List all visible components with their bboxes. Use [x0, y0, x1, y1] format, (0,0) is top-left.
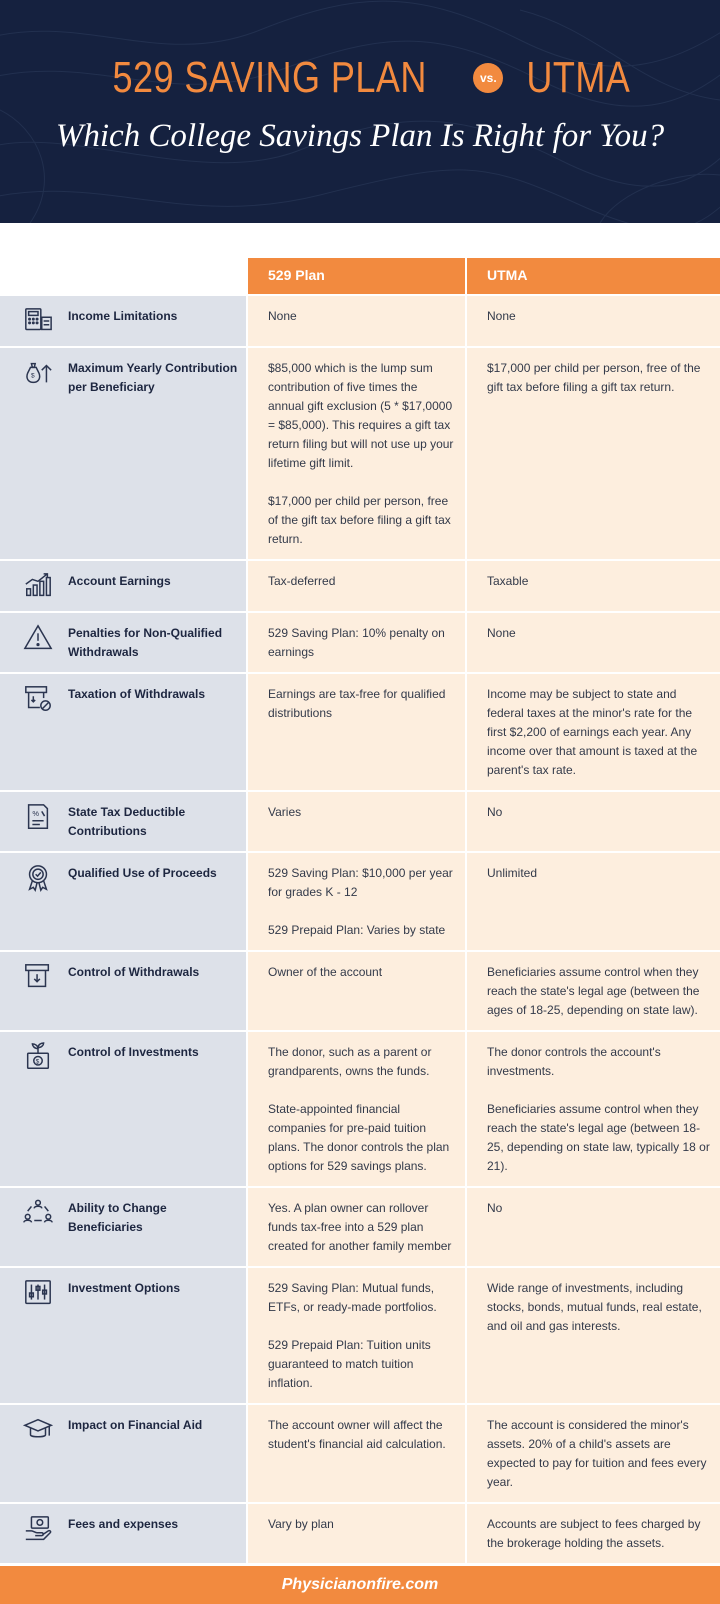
- cell-text: Owner of the account: [268, 965, 383, 979]
- cell-529: [248, 1032, 465, 1186]
- cell-text: 529 Saving Plan: 10% penalty on earnings: [268, 626, 445, 659]
- cell-529: [248, 1504, 465, 1563]
- cell-utma: [467, 1504, 720, 1563]
- row-label-cell: [0, 952, 246, 1030]
- table-row: [0, 1504, 720, 1563]
- table-row: [0, 853, 720, 950]
- cell-text: None: [268, 309, 297, 323]
- table-row: [0, 952, 720, 1030]
- title-utma: UTMA: [526, 53, 631, 102]
- row-label: Income Limitations: [68, 309, 178, 323]
- cell-utma: [467, 792, 720, 851]
- money-bag-up-arrow-icon: [16, 358, 60, 549]
- vs-badge: vs.: [473, 63, 503, 93]
- cell-text: Earnings are tax-free for qualified distributions: [268, 687, 446, 720]
- hand-money-icon: [16, 1514, 60, 1553]
- svg-text:%: %: [32, 809, 40, 819]
- table-row: [0, 348, 720, 559]
- cell-utma: [467, 613, 720, 672]
- svg-text:$: $: [30, 372, 35, 380]
- row-label: Impact on Financial Aid: [68, 1418, 203, 1432]
- row-label: State Tax Deductible Contributions: [68, 805, 186, 838]
- table-row: [0, 1032, 720, 1186]
- cell-text: Vary by plan: [268, 1517, 334, 1531]
- title-529: 529 SAVING PLAN: [112, 53, 427, 102]
- cell-529: [248, 561, 465, 611]
- cell-utma: [467, 296, 720, 346]
- cell-text: None: [487, 309, 516, 323]
- comparison-table: [0, 258, 720, 1563]
- tax-document-icon: [16, 802, 60, 841]
- row-label: Maximum Yearly Contribution per Beneficiary: [68, 361, 238, 394]
- cell-text: 529 Saving Plan: $10,000 per year for grades K - 12: [268, 866, 453, 899]
- topographic-background: [0, 0, 720, 223]
- cell-text: Unlimited: [487, 866, 538, 880]
- table-row: [0, 561, 720, 611]
- table-row: [0, 1405, 720, 1502]
- cell-text: Wide range of investments, including stocks, bonds, mutual funds, real estate, and oil and gas interests.: [487, 1281, 702, 1333]
- row-label-cell: [0, 674, 246, 790]
- atm-no-tax-icon: [16, 684, 60, 780]
- cell-text: Varies: [268, 805, 302, 819]
- table-row: [0, 1268, 720, 1403]
- cell-utma: [467, 674, 720, 790]
- row-label-cell: [0, 1188, 246, 1266]
- cell-text: Tax-deferred: [268, 574, 336, 588]
- bar-chart-growth-icon: [16, 571, 60, 601]
- sliders-icon: [16, 1278, 60, 1393]
- row-label: Penalties for Non-Qualified Withdrawals: [68, 626, 223, 659]
- cell-utma: [467, 1268, 720, 1403]
- row-label: Qualified Use of Proceeds: [68, 866, 217, 880]
- table-body: [0, 296, 720, 1563]
- cell-529: [248, 853, 465, 950]
- table-row: [0, 792, 720, 851]
- row-label: Taxation of Withdrawals: [68, 687, 206, 701]
- cell-529: [248, 674, 465, 790]
- row-label-cell: [0, 1504, 246, 1563]
- cell-text: $17,000 per child per person, free of the gift tax before filing a gift tax return.: [487, 361, 701, 394]
- table-header: [0, 258, 720, 294]
- row-label-cell: [0, 561, 246, 611]
- cell-text: 529 Prepaid Plan: Varies by state: [268, 923, 446, 937]
- cell-text: The account owner will affect the student's financial aid calculation.: [268, 1418, 446, 1451]
- cell-529: [248, 952, 465, 1030]
- warning-triangle-icon: [16, 623, 60, 662]
- cell-text: State-appointed financial companies for pre-paid tuition plans. The donor controls the plan options for 529 savings plans.: [268, 1102, 450, 1173]
- column-header-529: 529 Plan: [248, 258, 465, 294]
- cell-text: 529 Saving Plan: Mutual funds, ETFs, or ready-made portfolios.: [268, 1281, 437, 1314]
- row-label-cell: [0, 853, 246, 950]
- row-label-cell: [0, 1405, 246, 1502]
- row-label: Account Earnings: [68, 574, 171, 588]
- row-label: Ability to Change Beneficiaries: [68, 1201, 167, 1234]
- cell-text: No: [487, 805, 503, 819]
- cell-text: No: [487, 1201, 503, 1215]
- award-badge-icon: [16, 863, 60, 940]
- row-label-cell: [0, 792, 246, 851]
- cell-text: Income may be subject to state and federal taxes at the minor's rate for the first $2,200 of earnings each year. Any income over that amount is taxed at the parent's tax rate.: [487, 687, 698, 777]
- calculator-icon: [16, 306, 60, 336]
- cell-utma: [467, 1032, 720, 1186]
- cell-text: The donor controls the account's investments.: [487, 1045, 661, 1078]
- footer-bar: [0, 1566, 720, 1604]
- cell-utma: [467, 1188, 720, 1266]
- graduation-cap-icon: [16, 1415, 60, 1492]
- cell-utma: [467, 853, 720, 950]
- money-plant-icon: [16, 1042, 60, 1176]
- table-row: [0, 296, 720, 346]
- row-label-cell: [0, 296, 246, 346]
- header-banner: [0, 0, 720, 223]
- people-exchange-icon: [16, 1198, 60, 1256]
- footer-site: Physicianonfire.com: [281, 1576, 439, 1593]
- cell-text: $85,000 which is the lump sum contribution of five times the annual gift exclusion (5 * $17,0000 = $85,000). This requires a gift tax return filing but will not use up your lifetime gift limit.: [268, 361, 454, 470]
- svg-text:$: $: [35, 1058, 40, 1066]
- cell-text: The donor, such as a parent or grandparents, owns the funds.: [268, 1045, 432, 1078]
- cell-utma: [467, 1405, 720, 1502]
- row-label-cell: [0, 348, 246, 559]
- cell-text: The account is considered the minor's assets. 20% of a child's assets are expected to pay for tuition and fees every year.: [487, 1418, 707, 1489]
- cell-529: [248, 792, 465, 851]
- cell-529: [248, 296, 465, 346]
- cell-utma: [467, 348, 720, 559]
- cell-529: [248, 613, 465, 672]
- row-label: Fees and expenses: [68, 1517, 179, 1531]
- cell-text: Accounts are subject to fees charged by the brokerage holding the assets.: [487, 1517, 701, 1550]
- cell-text: None: [487, 626, 516, 640]
- cell-text: $17,000 per child per person, free of the gift tax before filing a gift tax return.: [268, 494, 451, 546]
- row-label-cell: [0, 1268, 246, 1403]
- cell-text: Yes. A plan owner can rollover funds tax-free into a 529 plan created for another family member: [268, 1201, 452, 1253]
- row-label: Control of Withdrawals: [68, 965, 200, 979]
- column-header-utma: UTMA: [467, 258, 720, 294]
- table-row: [0, 1188, 720, 1266]
- cell-utma: [467, 952, 720, 1030]
- cell-529: [248, 1405, 465, 1502]
- atm-withdraw-icon: [16, 962, 60, 1020]
- cell-text: Beneficiaries assume control when they reach the state's legal age (between the ages of 18-25, depending on state law).: [487, 965, 700, 1017]
- cell-529: [248, 348, 465, 559]
- table-row: [0, 613, 720, 672]
- table-row: [0, 674, 720, 790]
- cell-529: [248, 1268, 465, 1403]
- cell-utma: [467, 561, 720, 611]
- row-label: Investment Options: [68, 1281, 181, 1295]
- row-label-cell: [0, 613, 246, 672]
- cell-text: Beneficiaries assume control when they reach the state's legal age (between 18-25, depending on state law, typically 18 or 21).: [487, 1102, 710, 1173]
- cell-text: 529 Prepaid Plan: Tuition units guaranteed to match tuition inflation.: [268, 1338, 431, 1390]
- cell-529: [248, 1188, 465, 1266]
- row-label: Control of Investments: [68, 1045, 199, 1059]
- main-title: [0, 48, 720, 108]
- row-label-cell: [0, 1032, 246, 1186]
- subtitle: Which College Savings Plan Is Right for You?: [55, 118, 665, 154]
- cell-text: Taxable: [487, 574, 529, 588]
